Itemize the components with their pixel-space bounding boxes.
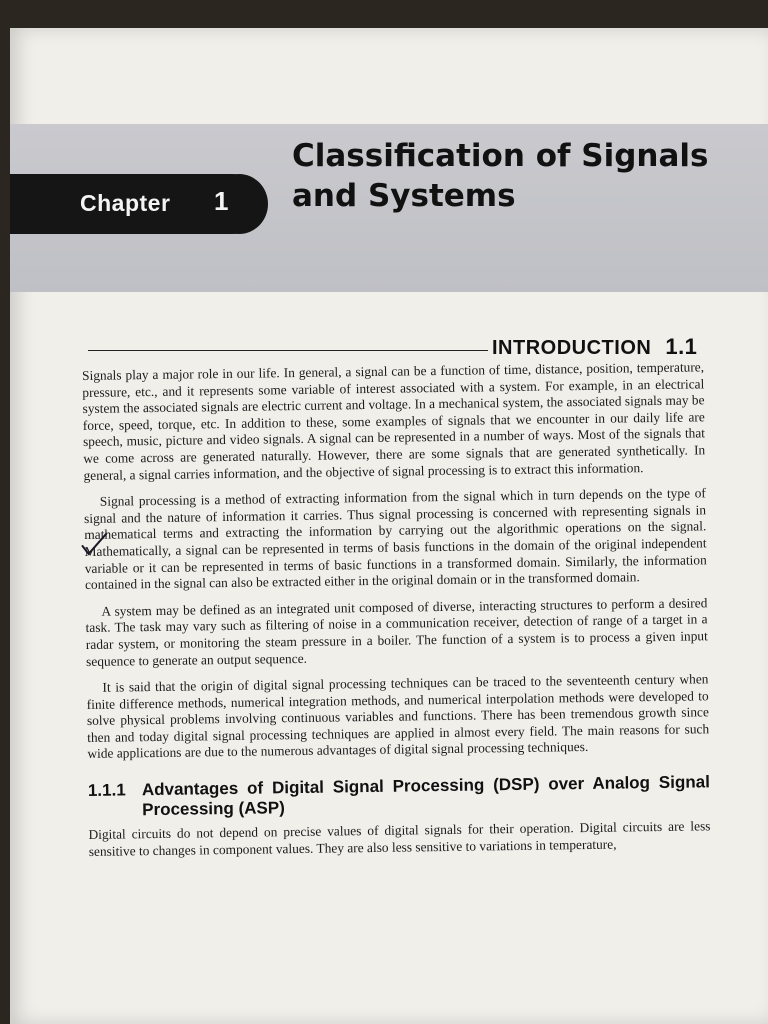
introduction-heading bbox=[492, 334, 697, 360]
handwritten-check-icon bbox=[80, 532, 108, 558]
paragraph: Signals play a major role in our life. In general, a signal can be a function of time, distance, position, temperature, pressure, etc., and it represents some variable of interest associated with a system. For example, in an electrical system the associated signals are electric current and voltage. In a mechanical system, the associated signals may be force, speed, torque, etc. In addition to these, some examples of signals that we encounter in our daily life are speech, music, picture and video signals. A signal can be represented in a number of ways. Most of the signals that we come across are generated naturally. However, there are some signals that are generated synthetically. In general, a signal carries information, and the objective of signal processing is to extract this information. bbox=[82, 359, 706, 483]
section-heading bbox=[88, 772, 710, 821]
paragraph: Signal processing is a method of extracting information from the signal which in turn depends on the type of signal and the nature of information it carries. Thus signal processing is concerned with representing signals in mathematical terms and extracting the information by carrying out the algorithmic operations on the signal. Mathematically, a signal can be represented in terms of basis functions in the domain of the original independent variable or it can be represented in terms of basic functions in a transformed domain. Similarly, the information contained in the signal can also be extracted either in the original domain or in the transformed domain. bbox=[83, 485, 707, 593]
section-title: Advantages of Digital Signal Processing (DSP) over Analog Signal Processing (ASP) bbox=[141, 772, 710, 820]
chapter-number: 1 bbox=[214, 186, 229, 216]
section-number: 1.1.1 bbox=[87, 780, 126, 801]
chapter-title-line2: and Systems bbox=[292, 178, 516, 214]
paragraph: A system may be defined as an integrated unit composed of diverse, interacting structures to perform a desired task. The task may vary such as filtering of noise in a communication receiver, detection of range of a target in a radar system, or monitoring the steam pressure in a boiler. The function of a system is to process a given input sequence to generate an output sequence. bbox=[85, 595, 708, 669]
chapter-title-line1: Classification of Signals bbox=[292, 138, 709, 174]
body-text bbox=[82, 359, 711, 870]
chapter-title bbox=[292, 136, 732, 216]
section-divider bbox=[88, 350, 488, 351]
paragraph: Digital circuits do not depend on precise values of digital signals for their operation. Digital circuits are less sensitive to changes in component values. They are also less sensitive to variations in temperature, bbox=[88, 818, 711, 859]
book-page bbox=[10, 28, 768, 1024]
chapter-label: Chapter bbox=[80, 190, 171, 216]
paragraph: It is said that the origin of digital signal processing techniques can be traced to the seventeenth century when finite difference methods, numerical integration methods, and numerical interpolation methods were developed to solve physical problems involving continuous variables and functions. There has been tremendous growth since then and today digital signal processing techniques are applied in almost every field. The main reasons for such wide applications are due to the numerous advantages of digital signal processing techniques. bbox=[86, 671, 710, 762]
introduction-heading-text: INTRODUCTION bbox=[492, 337, 652, 359]
introduction-number: 1.1 bbox=[665, 334, 698, 359]
